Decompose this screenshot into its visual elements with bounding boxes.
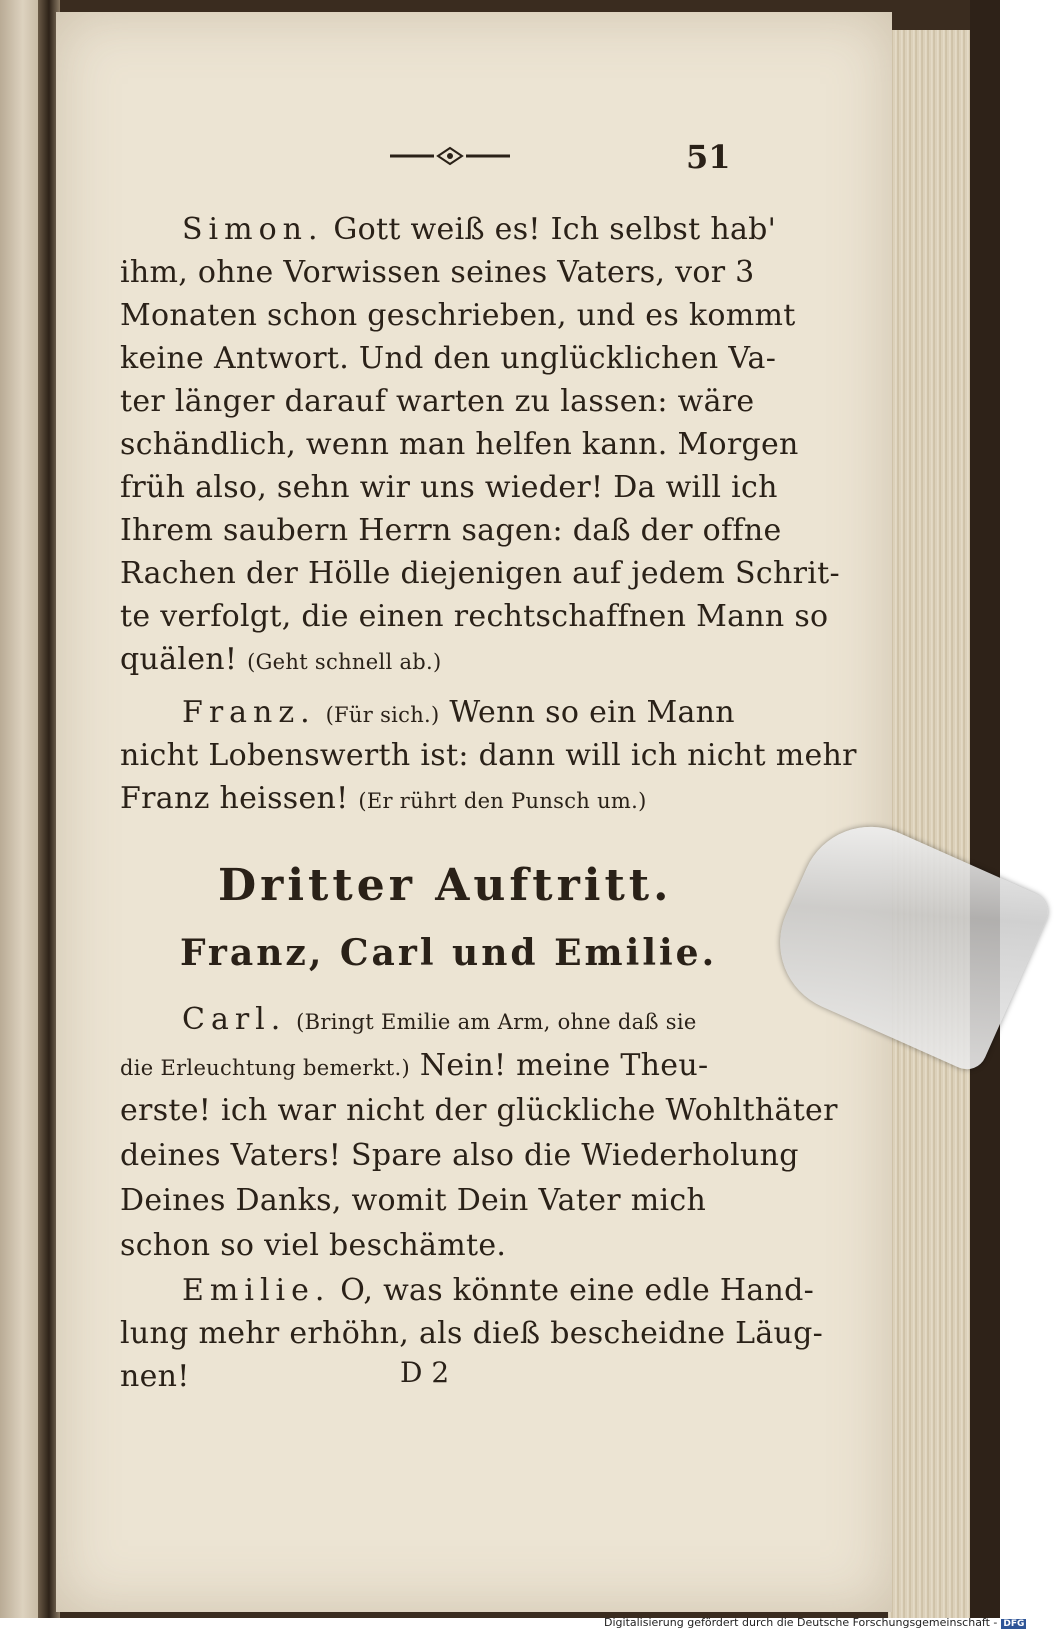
text-line: Rachen der Hölle diejenigen auf jedem Schrit- — [120, 556, 840, 591]
text-line: erste! ich war nicht der glückliche Wohlthäter — [120, 1093, 838, 1128]
scene-heading: Dritter Auftritt. — [218, 860, 673, 911]
text-span: Wenn so ein Mann — [449, 695, 735, 730]
text-line — [120, 781, 765, 816]
footer-text: Digitalisierung gefördert durch die Deutsche Forschungsgemeinschaft - — [604, 1616, 998, 1629]
text-line: ihm, ohne Vorwissen seines Vaters, vor 3 — [120, 255, 755, 290]
text-span: Gott weiß es! Ich selbst hab' — [333, 212, 777, 247]
text-span: Nein! meine Theu- — [419, 1048, 709, 1083]
text-line — [182, 695, 765, 730]
page-number: 51 — [686, 138, 731, 176]
scene-characters: Franz, Carl und Emilie. — [180, 932, 718, 974]
signature-mark: D 2 — [400, 1356, 450, 1389]
speaker-name: Emilie. — [182, 1273, 331, 1308]
page-block-edge — [888, 30, 978, 1618]
text-line: schon so viel beschämte. — [120, 1228, 507, 1263]
text-line: Monaten schon geschrieben, und es kommt — [120, 298, 796, 333]
text-span: Franz heissen! — [120, 781, 349, 816]
text-line: ter länger darauf warten zu lassen: wäre — [120, 384, 755, 419]
text-line — [182, 1273, 815, 1308]
speaker-name: Franz. — [182, 695, 316, 730]
text-line: deines Vaters! Spare also die Wiederholung — [120, 1138, 799, 1173]
ornament-icon — [390, 146, 510, 166]
stage-direction: (Geht schnell ab.) — [247, 650, 442, 674]
text-line — [120, 1048, 765, 1083]
text-span: quälen! — [120, 642, 238, 677]
stage-direction: (Für sich.) — [325, 703, 440, 727]
text-line: keine Antwort. Und den unglücklichen Va- — [120, 341, 777, 376]
text-line — [182, 1002, 765, 1037]
text-line: Ihrem saubern Herrn sagen: daß der offne — [120, 513, 782, 548]
text-line: früh also, sehn wir uns wieder! Da will ich — [120, 470, 778, 505]
text-line: Deines Danks, womit Dein Vater mich — [120, 1183, 707, 1218]
text-line: lung mehr erhöhn, als dieß bescheidne Läug- — [120, 1316, 824, 1351]
text-line: nicht Lobenswerth ist: dann will ich nicht mehr — [120, 738, 857, 773]
text-line — [182, 212, 777, 247]
text-line: te verfolgt, die einen rechtschaffnen Mann so — [120, 599, 829, 634]
speaker-name: Simon. — [182, 212, 324, 247]
text-line: schändlich, wenn man helfen kann. Morgen — [120, 427, 799, 462]
digitization-footer — [604, 1616, 1026, 1629]
stage-direction: die Erleuchtung bemerkt.) — [120, 1056, 410, 1080]
book-cover-edge — [970, 0, 1000, 1618]
stage-direction: (Er rührt den Punsch um.) — [358, 789, 647, 813]
dfg-logo: DFG — [1003, 1619, 1025, 1629]
text-span: O, was könnte eine edle Hand- — [340, 1273, 815, 1308]
text-line — [120, 642, 765, 677]
stage-direction: (Bringt Emilie am Arm, ohne daß sie — [296, 1010, 697, 1034]
text-line: nen! — [120, 1359, 190, 1394]
speaker-name: Carl. — [182, 1002, 287, 1037]
previous-page-edge — [0, 0, 38, 1618]
